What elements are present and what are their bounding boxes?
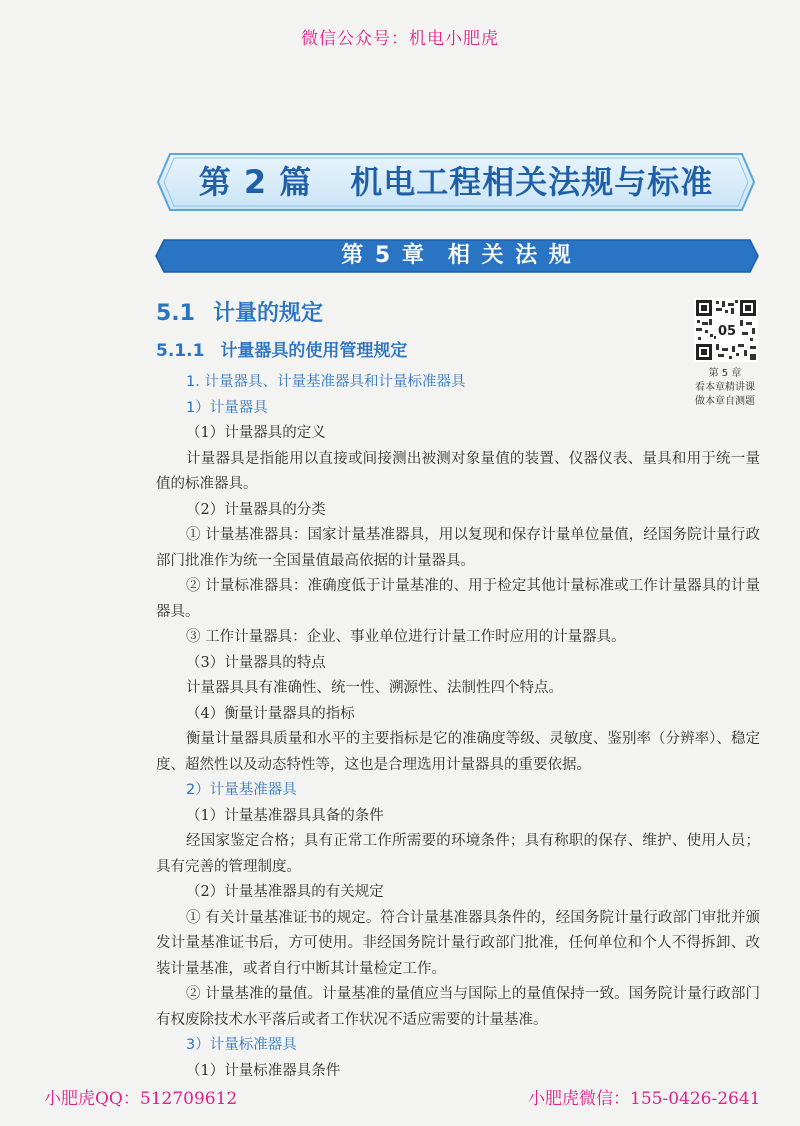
clause-heading: （4）衡量计量器具的指标 (186, 705, 355, 722)
paragraph: ① 计量基准器具：国家计量基准器具，用以复现和保存计量单位量值，经国务院计量行政部门批准作为统一全国量值最高依据的计量器具。 (156, 527, 760, 569)
section-number: 5.1 (156, 301, 195, 326)
watermark-bottom-right: 小肥虎微信：155-0426-2641 (528, 1089, 761, 1109)
chapter-title (154, 238, 760, 274)
clause-heading: （2）计量器具的分类 (186, 501, 326, 518)
paragraph: 衡量计量器具质量和水平的主要指标是它的准确度等级、灵敏度、鉴别率（分辨率）、稳定度、超然性以及动态特性等，这也是合理选用计量器具的重要依据。 (156, 731, 760, 773)
paragraph: 经国家鉴定合格；具有正常工作所需要的环境条件；具有称职的保存、维护、使用人员；具有完善的管理制度。 (156, 833, 760, 875)
body-content (156, 370, 760, 1084)
qr-code-graphic (694, 298, 758, 362)
qr-caption-lecture: 看本章精讲课 (695, 382, 755, 393)
subsection-number: 5.1.1 (156, 341, 205, 361)
item-heading: 1. 计量器具、计量基准器具和计量标准器具 (186, 374, 466, 390)
subitem-heading: 1）计量器具 (186, 399, 268, 416)
part-name: 机电工程相关法规与标准 (350, 163, 714, 201)
clause-heading: （3）计量器具的特点 (186, 654, 326, 671)
clause-heading: （2）计量基准器具的有关规定 (186, 884, 384, 900)
section-heading (156, 296, 323, 327)
qr-code-label: 05 (717, 324, 737, 339)
subitem-heading: 2）计量基准器具 (186, 782, 297, 798)
clause-heading: （1）计量标准器具条件 (186, 1062, 341, 1079)
watermark-top: 微信公众号：机电小肥虎 (301, 29, 499, 49)
chapter-banner (154, 238, 760, 274)
subsection-title: 计量器具的使用管理规定 (220, 341, 408, 361)
paragraph: 计量器具具有准确性、统一性、溯源性、法制性四个特点。 (186, 680, 563, 696)
chapter-name: 相 关 法 规 (447, 243, 573, 268)
paragraph: ② 计量标准器具：准确度低于计量基准的、用于检定其他计量标准或工作计量器具的计量器具。 (156, 578, 760, 620)
chapter-label: 第 5 章 (341, 243, 426, 268)
paragraph: ① 有关计量基准证书的规定。符合计量基准器具条件的，经国务院计量行政部门审批并颁发计量基准证书后，方可使用。非经国务院计量行政部门批准，任何单位和个人不得拆卸、改装计量基准，或者自行中断其计量检定工作。 (156, 909, 760, 977)
subitem-heading: 3）计量标准器具 (186, 1037, 297, 1053)
qr-caption-quiz: 做本章自测题 (695, 396, 755, 407)
clause-heading: （1）计量基准器具具备的条件 (186, 807, 384, 824)
qr-code-icon[interactable] (694, 298, 758, 362)
clause-heading: （1）计量器具的定义 (186, 425, 326, 441)
part-title (156, 152, 756, 212)
subsection-heading (156, 336, 407, 361)
part-banner (156, 152, 756, 212)
paragraph: ③ 工作计量器具：企业、事业单位进行计量工作时应用的计量器具。 (186, 629, 626, 645)
section-title: 计量的规定 (212, 301, 323, 326)
paragraph: 计量器具是指能用以直接或间接测出被测对象量值的装置、仪器仪表、量具和用于统一量值的标准器具。 (156, 450, 760, 492)
watermark-bottom-left: 小肥虎QQ：512709612 (44, 1089, 238, 1109)
part-label: 第 2 篇 (198, 163, 313, 201)
paragraph: ② 计量基准的量值。计量基准的量值应当与国际上的量值保持一致。国务院计量行政部门有权废除技术水平落后或者工作状况不适应需要的计量基准。 (156, 986, 760, 1028)
qr-caption-chapter: 第 5 章 (708, 368, 742, 379)
